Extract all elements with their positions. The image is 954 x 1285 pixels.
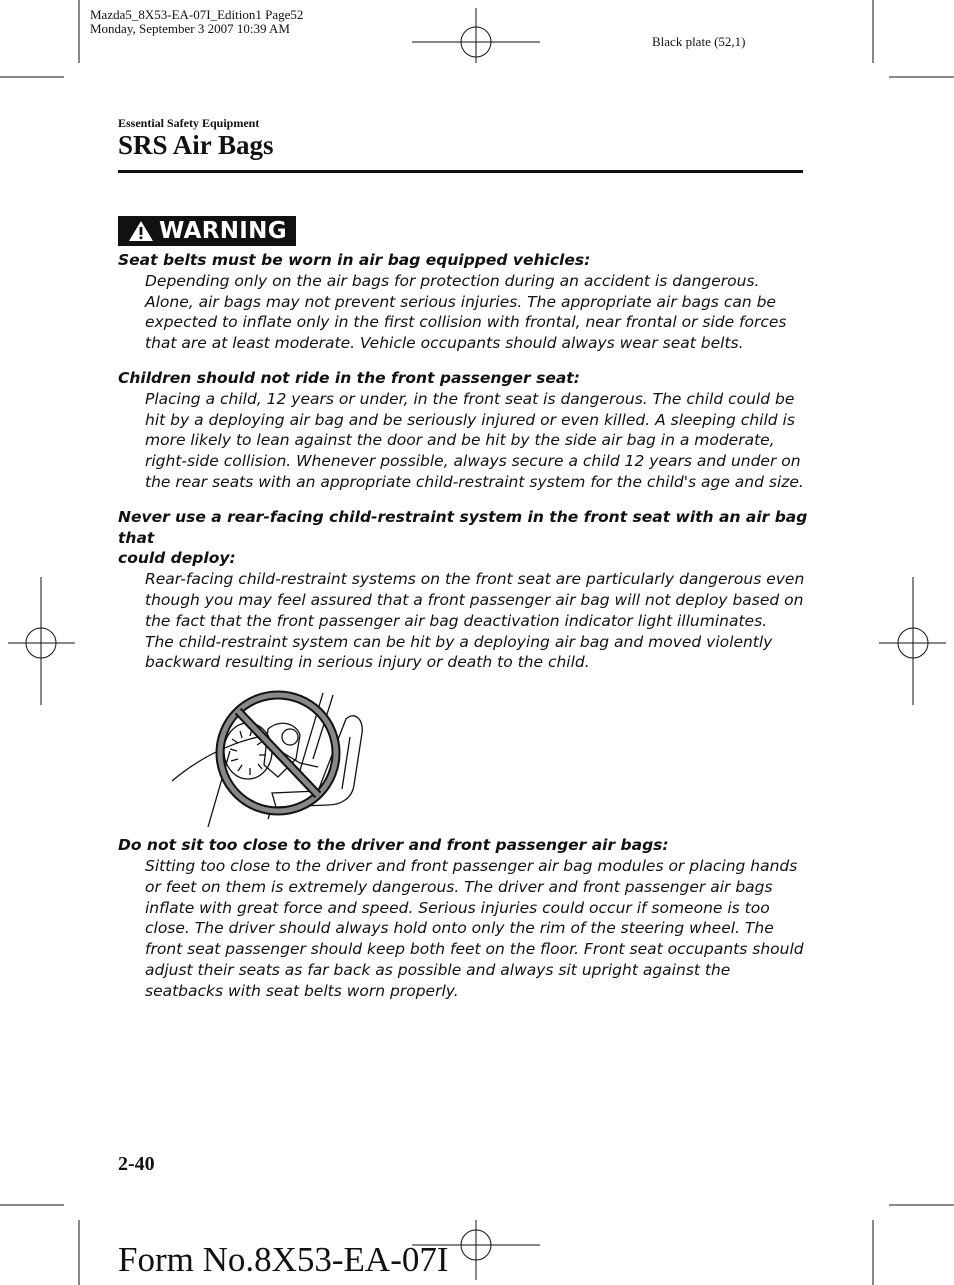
item-line: expected to inflate only in the first collision with frontal, near frontal or side forces (145, 313, 787, 332)
form-number: Form No.8X53-EA-07I (118, 1240, 449, 1279)
warning-triangle-icon (128, 220, 154, 242)
warning-content (118, 250, 808, 1016)
item-heading: Children should not ride in the front passenger seat: (118, 368, 580, 387)
file-line: Mazda5_8X53-EA-07I_Edition1 Page52 (90, 7, 304, 22)
item-line: close. The driver should always hold onto only the rim of the steering wheel. The (145, 919, 774, 938)
item-line: or feet on them is extremely dangerous. The driver and front passenger air bags (145, 877, 773, 896)
item-line: more likely to lean against the door and be hit by the side air bag in a moderate, (145, 431, 775, 450)
plate-label: Black plate (52,1) (652, 34, 746, 49)
page-title: SRS Air Bags (118, 130, 274, 160)
item-line: Alone, air bags may not prevent serious injuries. The appropriate air bags can be (145, 292, 776, 311)
warning-item (118, 835, 808, 1001)
item-line: adjust their seats as far back as possible and always sit upright against the (145, 960, 731, 979)
item-line: Placing a child, 12 years or under, in the front seat is dangerous. The child could be (145, 389, 795, 408)
item-heading: Seat belts must be worn in air bag equipped vehicles: (118, 251, 591, 269)
section-label: Essential Safety Equipment (118, 116, 260, 130)
item-heading: could deploy: (118, 549, 236, 568)
item-line: the rear seats with an appropriate child-restraint system for the child's age and size. (145, 472, 804, 491)
item-line: backward resulting in serious injury or death to the child. (145, 653, 590, 672)
item-line: Depending only on the air bags for protection during an accident is dangerous. (145, 271, 760, 290)
file-info (90, 8, 303, 36)
illustration-block (118, 687, 808, 835)
prohibited-rear-facing-child-seat-illustration (168, 689, 428, 829)
title-rule (118, 170, 803, 173)
item-line: Sitting too close to the driver and front passenger air bag modules or placing hands (145, 856, 798, 875)
item-heading: Do not sit too close to the driver and front passenger air bags: (118, 836, 669, 855)
item-line: though you may feel assured that a front passenger air bag will not deploy based on (145, 590, 804, 609)
warning-label: WARNING (159, 218, 287, 244)
warning-badge (118, 216, 296, 246)
warning-item (118, 507, 808, 673)
date-line: Monday, September 3 2007 10:39 AM (90, 21, 290, 36)
page-number: 2-40 (118, 1153, 155, 1175)
item-line: the fact that the front passenger air bag deactivation indicator light illuminates. (145, 611, 768, 630)
item-line: that are at least moderate. Vehicle occupants should always wear seat belts. (145, 334, 744, 353)
item-line: The child-restraint system can be hit by a deploying air bag and moved violently (145, 632, 773, 651)
item-line: front seat passenger should keep both feet on the floor. Front seat occupants should (145, 940, 804, 959)
item-line: Rear-facing child-restraint systems on the front seat are particularly dangerous even (145, 570, 805, 589)
warning-item (118, 368, 808, 493)
warning-item (118, 250, 808, 354)
item-line: seatbacks with seat belts worn properly. (145, 981, 459, 1000)
item-line: inflate with great force and speed. Serious injuries could occur if someone is too (145, 898, 770, 917)
item-line: right-side collision. Whenever possible, always secure a child 12 years and under on (145, 452, 801, 471)
item-heading: Never use a rear-facing child-restraint system in the front seat with an air bag that (118, 507, 808, 547)
item-line: hit by a deploying air bag and be seriously injured or even killed. A sleeping child is (145, 410, 795, 429)
